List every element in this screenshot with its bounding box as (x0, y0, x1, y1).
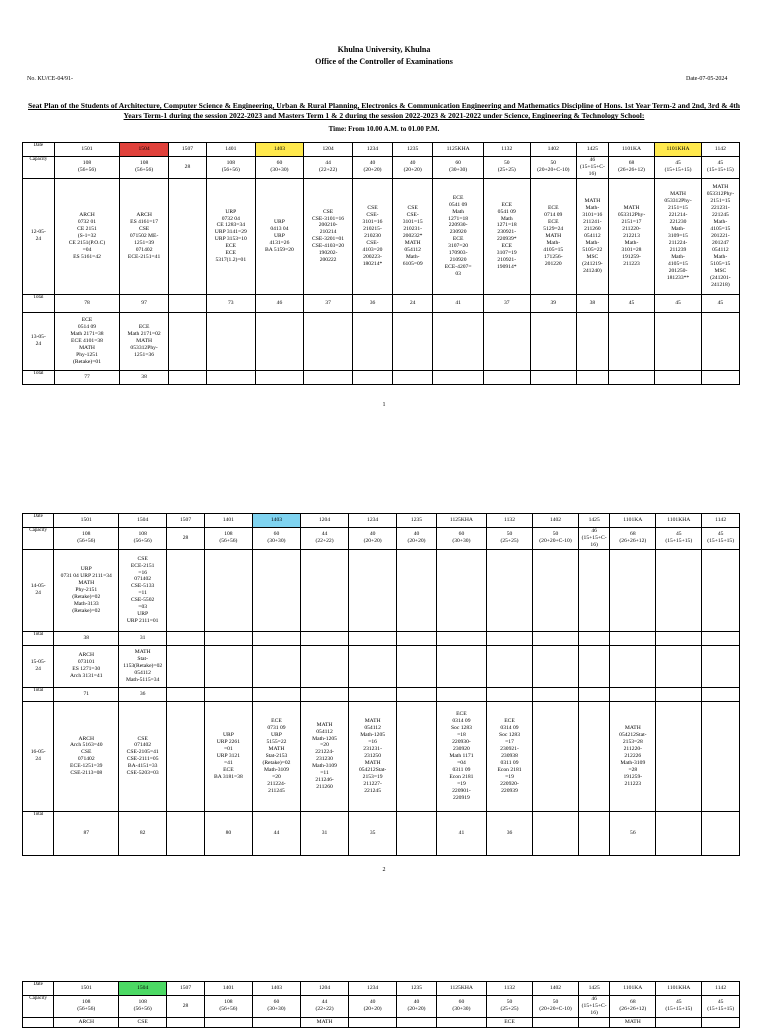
capacity: 108 (56+56) (54, 528, 119, 550)
capacity: 60 (30+30) (255, 157, 304, 179)
capacity: 45 (15+15+15) (656, 528, 702, 550)
room: 1504 (120, 143, 169, 157)
room: 1101KHA (655, 143, 702, 157)
total-cell: 97 (120, 294, 169, 312)
capacity: 46 (15+15+C-16) (578, 996, 609, 1018)
capacity: 28 (167, 528, 205, 550)
seat-cell: ECE (487, 1017, 533, 1027)
room: 1403 (255, 143, 304, 157)
exam-row (23, 178, 740, 294)
capacity: 28 (167, 996, 205, 1018)
capacity: 60 (30+30) (433, 157, 484, 179)
seat-cell (702, 701, 740, 811)
seat-cell: CSE (119, 1017, 167, 1027)
seat-cell (204, 1017, 252, 1027)
total-cell: 45 (608, 294, 655, 312)
total-cell: 87 (54, 811, 119, 855)
capacity: 45 (15+15+15) (702, 996, 740, 1018)
room: 1501 (54, 982, 119, 996)
capacity: 108 (56+56) (54, 157, 120, 179)
room: 1125KHA (436, 514, 486, 528)
seat-cell: ECE 0731 09 URP 5155=22 MATH Stat-2153 (Retake)=02 Math-3109 =20 211224- 211245 (252, 701, 300, 811)
seat-cell (656, 701, 702, 811)
capacity: 108 (56+56) (120, 157, 169, 179)
seat-cell (397, 701, 437, 811)
total-cell (702, 811, 740, 855)
seat-cell: ECE 0541 09 Math 1271=18 230921- 220939* ECE 3107=19 210921- 190914* (484, 178, 531, 294)
total-cell: 38 (577, 294, 609, 312)
capacity: 68 (26+26+12) (610, 996, 656, 1018)
seat-cell (578, 701, 609, 811)
capacity: 108 (56+56) (204, 528, 252, 550)
room-row (23, 514, 740, 528)
room: 1425 (578, 514, 609, 528)
capacity: 108 (56+56) (119, 528, 167, 550)
seat-cell (533, 1017, 579, 1027)
seat-plan-table-page-2 (22, 513, 740, 856)
room: 1101KA (610, 982, 656, 996)
seat-cell: CSE 071402 CSE-2105=41 CSE-2111=05 BA-4151=33 CSE-5203=03 (119, 701, 167, 811)
capacity: 108 (56+56) (206, 157, 255, 179)
seat-cell (349, 1017, 397, 1027)
seat-cell: ARCH Arch 5163=40 CSE 071402 ECE-1251=39 CSE-2113=08 (54, 701, 119, 811)
capacity: 44 (22+22) (301, 996, 349, 1018)
total-cell: 37 (304, 294, 353, 312)
total-cell: 31 (301, 811, 349, 855)
date-header: Date (23, 514, 54, 528)
total-cell: 38 (120, 370, 169, 384)
total-header: Total (23, 811, 54, 855)
capacity: 108 (56+56) (204, 996, 252, 1018)
seat-cell: MATH 054112 Math-1205 =20 221224- 231230 Math-3109 =11 211246- 211260 (301, 701, 349, 811)
total-cell: 46 (255, 294, 304, 312)
seat-cell: URP 0732 04 CE 1283=34 URP 3141=29 URP 3153=10 ECE ECE 5317(1.2)=01 (206, 178, 255, 294)
seat-cell: URP 0731 04 URP 2111=34 MATH Phy-2151 (Retake)=02 Math-3133 (Retake)=02 (54, 549, 119, 631)
capacity: 44 (22+22) (301, 528, 349, 550)
total-cell: 56 (610, 811, 656, 855)
capacity: 50 (20+20+C-10) (533, 996, 579, 1018)
capacity: 68 (26+26+12) (610, 528, 656, 550)
total-cell: 78 (54, 294, 120, 312)
total-cell: 37 (484, 294, 531, 312)
capacity: 45 (15+15+15) (701, 157, 739, 179)
capacity: 50 (25+25) (487, 528, 533, 550)
seat-cell: ECE 0541 09 Math 1271=18 220930- 230920 ECE 3107=20 170903- 210920 ECE-4207= 03 (433, 178, 484, 294)
seat-cell: ARCH 073101 ES 1271=30 Arch 3131=41 (54, 645, 119, 687)
seat-plan-table-page-3 (22, 981, 740, 1028)
total-header: Total (23, 370, 55, 384)
seat-cell: MATH 054112 Math-1205 =16 231231- 231250 MATH 054212Stat- 2153=19 211227- 221245 (349, 701, 397, 811)
room: 1234 (349, 514, 397, 528)
total-header: Total (23, 631, 54, 645)
room: 1125KHA (436, 982, 486, 996)
total-header: Total (23, 687, 54, 701)
office-name: Office of the Controller of Examinations (315, 57, 453, 66)
capacity: 50 (20+20+C-10) (533, 528, 579, 550)
seat-cell: MATH 053312Phy- 2151=15 221231- 221245 Math- 4105=15 201221- 201247 054112 Math- 5105=15 MSC (241201- 241218) (701, 178, 739, 294)
seat-cell (656, 1017, 702, 1027)
capacity: 44 (22+22) (304, 157, 353, 179)
seat-cell: ECE 0714 09 ECE 5129=24 MATH Math- 4105=15 171256- 201220 (530, 178, 577, 294)
capacity: 60 (30+30) (252, 996, 300, 1018)
seat-cell: CSE CSE- 3101=15 210231- 200232* MATH 054112 Math- 6105=09 (393, 178, 433, 294)
reference-number: No. KU/CE-04/91- (27, 76, 73, 82)
total-cell: 77 (54, 370, 120, 384)
room: 1132 (484, 143, 531, 157)
page-number: 2 (382, 867, 386, 873)
capacity: 108 (56+56) (119, 996, 167, 1018)
room: 1504 (119, 514, 167, 528)
total-cell (578, 811, 609, 855)
seat-cell (578, 1017, 609, 1027)
total-cell: 39 (530, 294, 577, 312)
document-title: Seat Plan of the Students of Architecture, Computer Science & Engineering, Urban & Rural Planning, Electronics & Communication Engineering and Mathematics Discipline of Hons. 1st Year Term-2 and 2nd, 3rd & 4th Years Term-1 during the session 2022-2023 and Masters Term 1 & 2 during the session 2022-2023 & 2021-2022 under Science, Engineering & Technology School: (28, 101, 740, 121)
room: 1101KA (608, 143, 655, 157)
seat-cell: MATH 053312Phy- 2151=17 211220- 212213 Math- 3101=28 191259- 211223 (608, 178, 655, 294)
capacity: 46 (15+15+C-16) (577, 157, 609, 179)
capacity-header: Capacity (23, 528, 54, 550)
room: 1401 (204, 982, 252, 996)
seat-cell (702, 1017, 740, 1027)
room: 1507 (167, 982, 205, 996)
capacity: 68 (26+26+12) (608, 157, 655, 179)
total-cell: 73 (206, 294, 255, 312)
room: 1507 (167, 514, 205, 528)
seat-cell: MATH (610, 1017, 656, 1027)
capacity: 60 (30+30) (436, 528, 486, 550)
capacity: 46 (15+15+C-16) (578, 528, 609, 550)
room: 1403 (252, 982, 300, 996)
room: 1403 (252, 514, 300, 528)
capacity-header: Capacity (23, 157, 55, 179)
exam-date (23, 1017, 54, 1027)
capacity: 60 (30+30) (252, 528, 300, 550)
room: 1204 (304, 143, 353, 157)
capacity: 50 (25+25) (484, 157, 531, 179)
exam-date: 14-05- 24 (23, 549, 54, 631)
total-cell (167, 811, 205, 855)
room: 1234 (352, 143, 392, 157)
exam-date: 13-05- 24 (23, 312, 55, 370)
room: 1507 (168, 143, 206, 157)
capacity: 108 (56+56) (54, 996, 119, 1018)
date-header: Date (23, 143, 55, 157)
room: 1402 (530, 143, 577, 157)
capacity-row (23, 996, 740, 1018)
room: 1425 (577, 143, 609, 157)
room: 1401 (204, 514, 252, 528)
seat-cell (397, 1017, 437, 1027)
room: 1425 (578, 982, 609, 996)
room: 1234 (349, 982, 397, 996)
seat-cell (167, 701, 205, 811)
room: 1402 (533, 982, 579, 996)
room-row (23, 982, 740, 996)
seat-cell: MATH (301, 1017, 349, 1027)
seat-cell: MATH 054212Stat- 2153=28 211220- 212226 Math-3109 =28 191259- 211223 (610, 701, 656, 811)
total-cell: 41 (436, 811, 486, 855)
total-header: Total (23, 294, 55, 312)
total-cell: 31 (119, 631, 167, 645)
room: 1204 (301, 514, 349, 528)
exam-row (23, 549, 740, 631)
seat-cell: URP 0413 04 URP 4131=26 BA 5159=20 (255, 178, 304, 294)
capacity: 40 (20+20) (397, 528, 437, 550)
seat-cell: ECE 0314 09 Soc 1283 =17 230921- 230938 0311 09 Econ 2181 =19 220920- 220939 (487, 701, 533, 811)
room: 1501 (54, 514, 119, 528)
capacity: 50 (25+25) (487, 996, 533, 1018)
exam-row (23, 701, 740, 811)
exam-time: Time: From 10.00 A.M. to 01.00 P.M. (328, 125, 440, 133)
room: 1501 (54, 143, 120, 157)
seat-cell: CSE ECE-2151 =16 071402 CSE-5133 =11 CSE-5502 =03 URP URP 2111=01 (119, 549, 167, 631)
room: 1235 (397, 514, 437, 528)
capacity: 60 (30+30) (436, 996, 486, 1018)
seat-cell (252, 1017, 300, 1027)
seat-cell: MATH Stat- 1153(Retake)=02 054112 Math-5115=34 (119, 645, 167, 687)
exam-date: 16-05- 24 (23, 701, 54, 811)
capacity-header: Capacity (23, 996, 54, 1018)
capacity: 40 (20+20) (349, 528, 397, 550)
capacity: 40 (20+20) (393, 157, 433, 179)
total-row (23, 631, 740, 645)
page-number: 1 (382, 402, 386, 408)
room: 1101KHA (656, 514, 702, 528)
total-cell: 38 (54, 631, 119, 645)
total-cell: 41 (433, 294, 484, 312)
seat-cell (168, 178, 206, 294)
capacity: 40 (20+20) (349, 996, 397, 1018)
room: 1235 (393, 143, 433, 157)
capacity: 50 (20+20+C-10) (530, 157, 577, 179)
total-row (23, 294, 740, 312)
seat-plan-table-page-1 (22, 142, 740, 385)
total-cell: 45 (655, 294, 702, 312)
seat-cell (436, 1017, 486, 1027)
capacity: 40 (20+20) (397, 996, 437, 1018)
seat-cell: ARCH ES 4161=17 CSE 071502 ME- 1251=39 071402 ECE-2151=41 (120, 178, 169, 294)
issue-date: Date-07-05-2024 (686, 76, 728, 82)
seat-cell: URP URP 2261 =01 URP 3121 =41 ECE BA 3181=38 (204, 701, 252, 811)
room-row (23, 143, 740, 157)
total-cell: 80 (204, 811, 252, 855)
total-cell: 36 (119, 687, 167, 701)
seat-cell: CSE CSE- 3101=16 210215- 210230 CSE- 4103=20 200223- 180214* (352, 178, 392, 294)
total-cell: 36 (352, 294, 392, 312)
date-header: Date (23, 982, 54, 996)
total-cell (656, 811, 702, 855)
seat-cell: MATH 053312Phy- 2151=15 221214- 221230 Math- 3109=15 211224- 211239 Math- 4105=15 201250- 181233** (655, 178, 702, 294)
exam-row (23, 312, 740, 370)
exam-row (23, 1017, 740, 1027)
seat-cell: ECE 0314 09 Soc 1283 =18 220930- 230920 Math 1171 =04 0311 09 Econ 2181 =19 220901- 220919 (436, 701, 486, 811)
room: 1142 (701, 143, 739, 157)
total-cell (397, 811, 437, 855)
total-cell (168, 294, 206, 312)
total-cell: 71 (54, 687, 119, 701)
total-cell: 24 (393, 294, 433, 312)
room: 1132 (487, 982, 533, 996)
total-row (23, 370, 740, 384)
seat-cell: ARCH 0732 01 CE 2151 (S-1=32 CE 2151(P.O.C) =04 ES 5161=42 (54, 178, 120, 294)
capacity: 45 (15+15+15) (655, 157, 702, 179)
capacity-row (23, 528, 740, 550)
seat-cell: CSE CSE-3101=16 200210- 210214 CSE-3201=01 CSE-4103=20 190202- 200222 (304, 178, 353, 294)
seat-cell: ARCH (54, 1017, 119, 1027)
seat-cell: ECE Math 2171=02 MATH 053312Phy- 1251=36 (120, 312, 169, 370)
total-row (23, 811, 740, 855)
room: 1142 (702, 982, 740, 996)
capacity: 45 (15+15+15) (656, 996, 702, 1018)
room: 1235 (397, 982, 437, 996)
room: 1125KHA (433, 143, 484, 157)
exam-date: 12-05- 24 (23, 178, 55, 294)
total-cell: 82 (119, 811, 167, 855)
university-name: Khulna University, Khulna (337, 45, 431, 54)
exam-row (23, 645, 740, 687)
room: 1402 (533, 514, 579, 528)
room: 1504 (119, 982, 167, 996)
total-cell: 44 (252, 811, 300, 855)
capacity: 45 (15+15+15) (702, 528, 740, 550)
seat-cell: ECE 0514 09 Math 2171=38 ECE 4101=38 MATH Phy-1251 (Retake)=01 (54, 312, 120, 370)
total-cell: 35 (349, 811, 397, 855)
total-cell (533, 811, 579, 855)
capacity: 28 (168, 157, 206, 179)
room: 1401 (206, 143, 255, 157)
seat-cell (167, 1017, 205, 1027)
exam-date: 15-05- 24 (23, 645, 54, 687)
room: 1101KHA (656, 982, 702, 996)
room: 1142 (702, 514, 740, 528)
room: 1101KA (610, 514, 656, 528)
capacity: 40 (20+20) (352, 157, 392, 179)
total-cell: 36 (487, 811, 533, 855)
seat-cell: MATH Math- 3101=16 211241- 211260 054112 Math- 5105=22 MSC (241219- 241240) (577, 178, 609, 294)
total-row (23, 687, 740, 701)
total-cell: 45 (701, 294, 739, 312)
capacity-row (23, 157, 740, 179)
room: 1132 (487, 514, 533, 528)
seat-cell (533, 701, 579, 811)
room: 1204 (301, 982, 349, 996)
